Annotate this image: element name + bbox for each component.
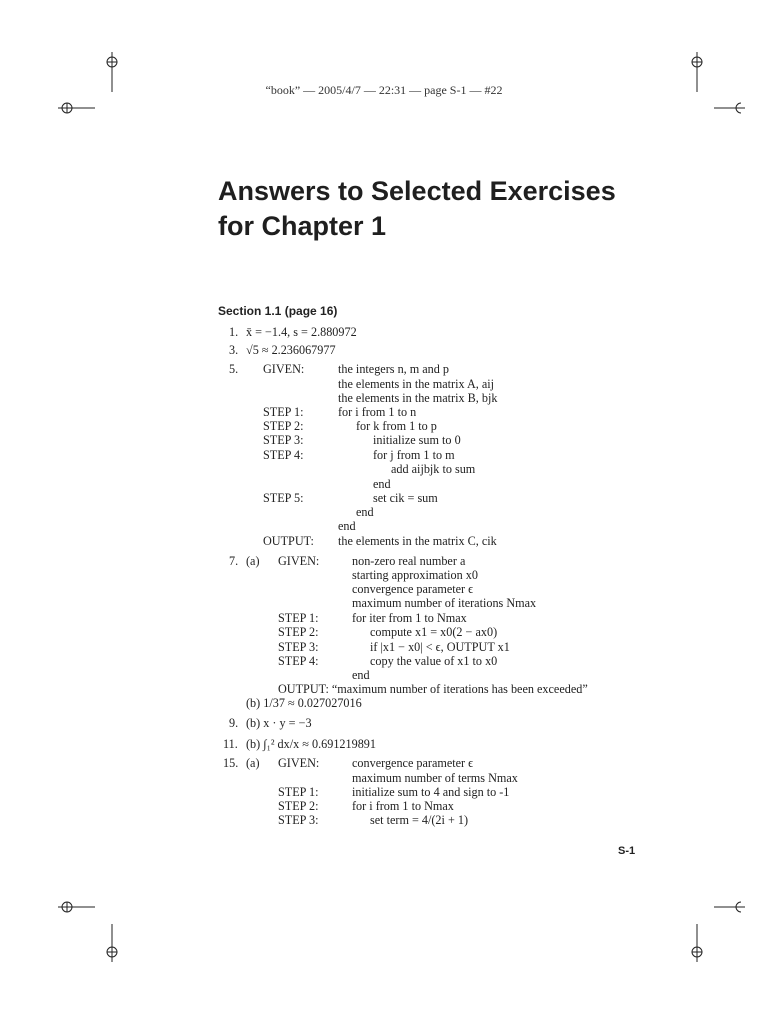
answer-1-number: 1. <box>229 325 239 339</box>
algo-line: the integers n, m and p <box>338 362 450 376</box>
algo-label: STEP 3: <box>278 640 319 654</box>
title-line-2: for Chapter 1 <box>218 211 387 241</box>
answer-3-text: √5 ≈ 2.236067977 <box>246 343 336 357</box>
algo-label: GIVEN: <box>278 756 320 770</box>
algo-label: STEP 1: <box>263 405 304 419</box>
answer-7-output: OUTPUT: “maximum number of iterations has been exceeded” <box>278 682 588 696</box>
algo-label: STEP 2: <box>263 419 304 433</box>
algo-line: the elements in the matrix A, aij <box>338 377 495 391</box>
algo-line: starting approximation x0 <box>352 568 478 582</box>
algo-label: STEP 2: <box>278 799 319 813</box>
answer-5-number: 5. <box>229 362 239 376</box>
algo-line: end <box>356 505 374 519</box>
algo-line: non-zero real number a <box>352 554 466 568</box>
algo-line: end <box>373 477 391 491</box>
answer-11-text: (b) ∫₁² dx/x ≈ 0.691219891 <box>246 737 376 751</box>
answer-7-part-a: (a) <box>246 554 260 568</box>
algo-line: set cik = sum <box>373 491 438 505</box>
algo-line: the elements in the matrix C, cik <box>338 534 497 548</box>
algo-line: for j from 1 to m <box>373 448 455 462</box>
algo-label: STEP 1: <box>278 785 319 799</box>
algo-line: for i from 1 to Nmax <box>352 799 454 813</box>
running-head: “book” — 2005/4/7 — 22:31 — page S-1 — #22 <box>265 83 503 97</box>
algo-line: maximum number of terms Nmax <box>352 771 518 785</box>
algo-line: for iter from 1 to Nmax <box>352 611 467 625</box>
algo-line: the elements in the matrix B, bjk <box>338 391 498 405</box>
algo-line: for i from 1 to n <box>338 405 417 419</box>
answer-15-part-a: (a) <box>246 756 260 770</box>
answer-11-number: 11. <box>223 737 238 751</box>
answer-9-number: 9. <box>229 716 239 730</box>
algo-line: set term = 4/(2i + 1) <box>370 813 469 827</box>
title-line-1: Answers to Selected Exercises <box>218 176 616 206</box>
algo-label: STEP 1: <box>278 611 319 625</box>
algo-line: convergence parameter ϵ <box>352 756 474 770</box>
answer-1-text: x̄ = −1.4, s = 2.880972 <box>246 325 357 339</box>
algo-line: for k from 1 to p <box>356 419 437 433</box>
algo-line: if |x1 − x0| < ϵ, OUTPUT x1 <box>370 640 510 654</box>
algo-label: STEP 5: <box>263 491 304 505</box>
page-number: S-1 <box>618 845 636 857</box>
algo-label: GIVEN: <box>263 362 305 376</box>
algo-line: maximum number of iterations Nmax <box>352 596 537 610</box>
algo-label: STEP 4: <box>263 448 304 462</box>
algo-line: copy the value of x1 to x0 <box>370 654 498 668</box>
algo-label: STEP 3: <box>263 433 304 447</box>
answer-7-part-b: (b) 1/37 ≈ 0.027027016 <box>246 696 362 710</box>
answer-15-number: 15. <box>223 756 239 770</box>
algo-label: STEP 3: <box>278 813 319 827</box>
algo-line: convergence parameter ϵ <box>352 582 474 596</box>
section-heading: Section 1.1 (page 16) <box>218 304 338 318</box>
algo-line: end <box>352 668 370 682</box>
answer-3-number: 3. <box>229 343 239 357</box>
algo-label: STEP 4: <box>278 654 319 668</box>
chapter-title <box>218 174 616 244</box>
answer-9-text: (b) x · y = −3 <box>246 716 312 730</box>
algo-label: STEP 2: <box>278 625 319 639</box>
answer-7-number: 7. <box>229 554 239 568</box>
algo-line: add aijbjk to sum <box>391 462 476 476</box>
algo-label: GIVEN: <box>278 554 320 568</box>
algo-line: end <box>338 519 356 533</box>
algo-label: OUTPUT: <box>263 534 314 548</box>
algo-line: initialize sum to 0 <box>373 433 461 447</box>
algo-line: initialize sum to 4 and sign to -1 <box>352 785 510 799</box>
algo-line: compute x1 = x0(2 − ax0) <box>370 625 498 639</box>
